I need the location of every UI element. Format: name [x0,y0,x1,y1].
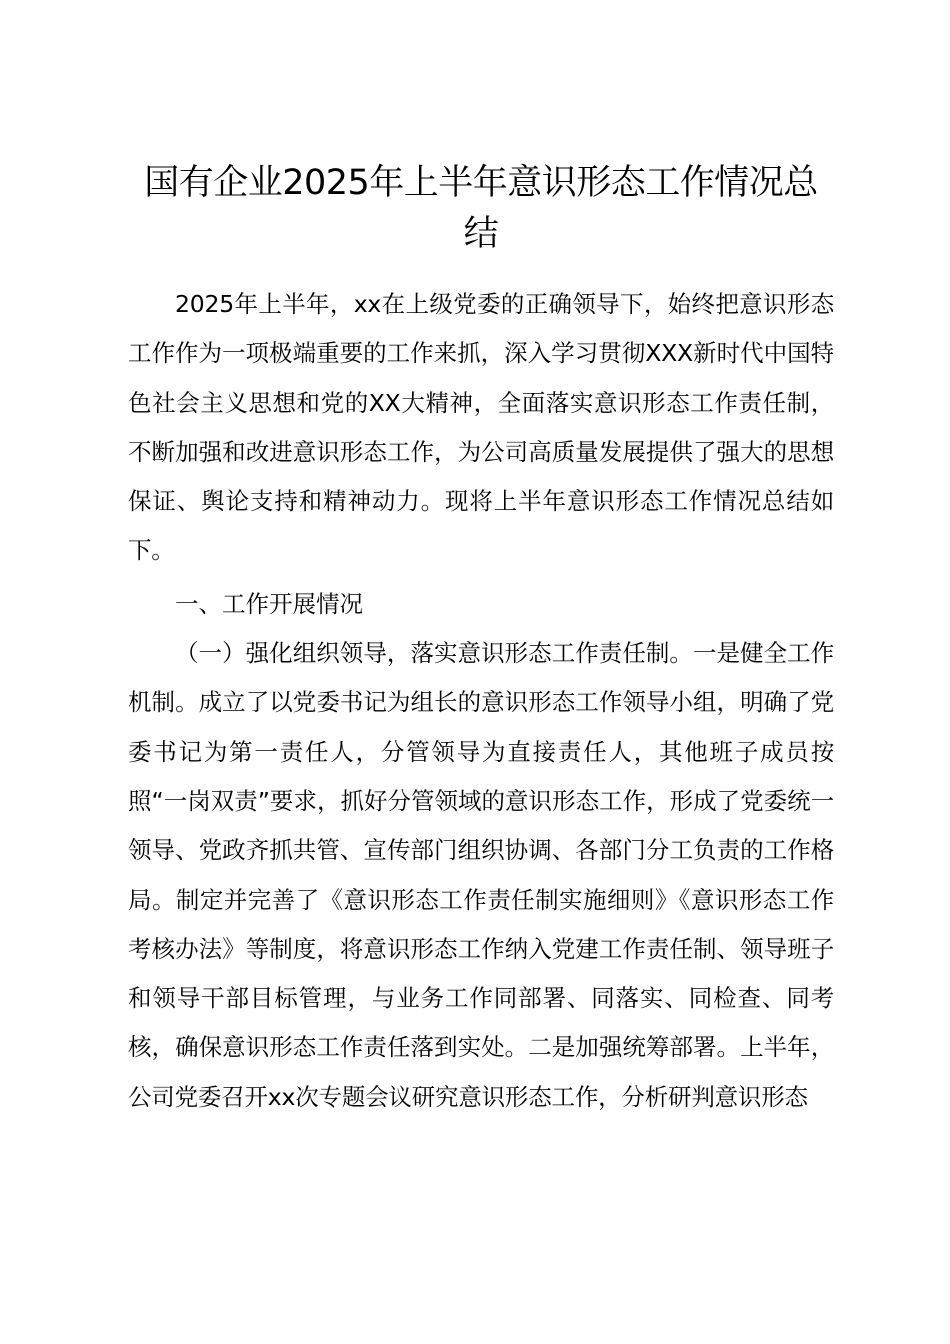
section-heading: 一、工作开展情况 [175,589,363,618]
intro-paragraph: 2025年上半年，xx在上级党委的正确领导下，始终把意识形态工作作为一项极端重要的工作来抓，深入学习贯彻XXX新时代中国特色社会主义思想和党的XX大精神，全面落实意识形态工作责任制，不断加强和改进意识形态工作，为公司高质量发展提供了强大的思想保证、舆论支持和精神动力。现将上半年意识形态工作情况总结如下。 [128,290,834,565]
section-paragraph: （一）强化组织领导，落实意识形态工作责任制。一是健全工作机制。成立了以党委书记为组长的意识形态工作领导小组，明确了党委书记为第一责任人，分管领导为直接责任人，其他班子成员按照“一岗双责”要求，抓好分管领域的意识形态工作，形成了党委统一领导、党政齐抓共管、宣传部门组织协调、各部门分工负责的工作格局。制定并完善了《意识形态工作责任制实施细则》《意识形态工作考核办法》等制度，将意识形态工作纳入党建工作责任制、领导班子和领导干部目标管理，与业务工作同部署、同落实、同检查、同考核，确保意识形态工作责任落到实处。二是加强统筹部署。上半年，公司党委召开xx次专题会议研究意识形态工作，分析研判意识形态 [128,639,834,1111]
document-title: 国有企业2025年上半年意识形态工作情况总结 [144,163,818,254]
document-body [128,280,834,1122]
